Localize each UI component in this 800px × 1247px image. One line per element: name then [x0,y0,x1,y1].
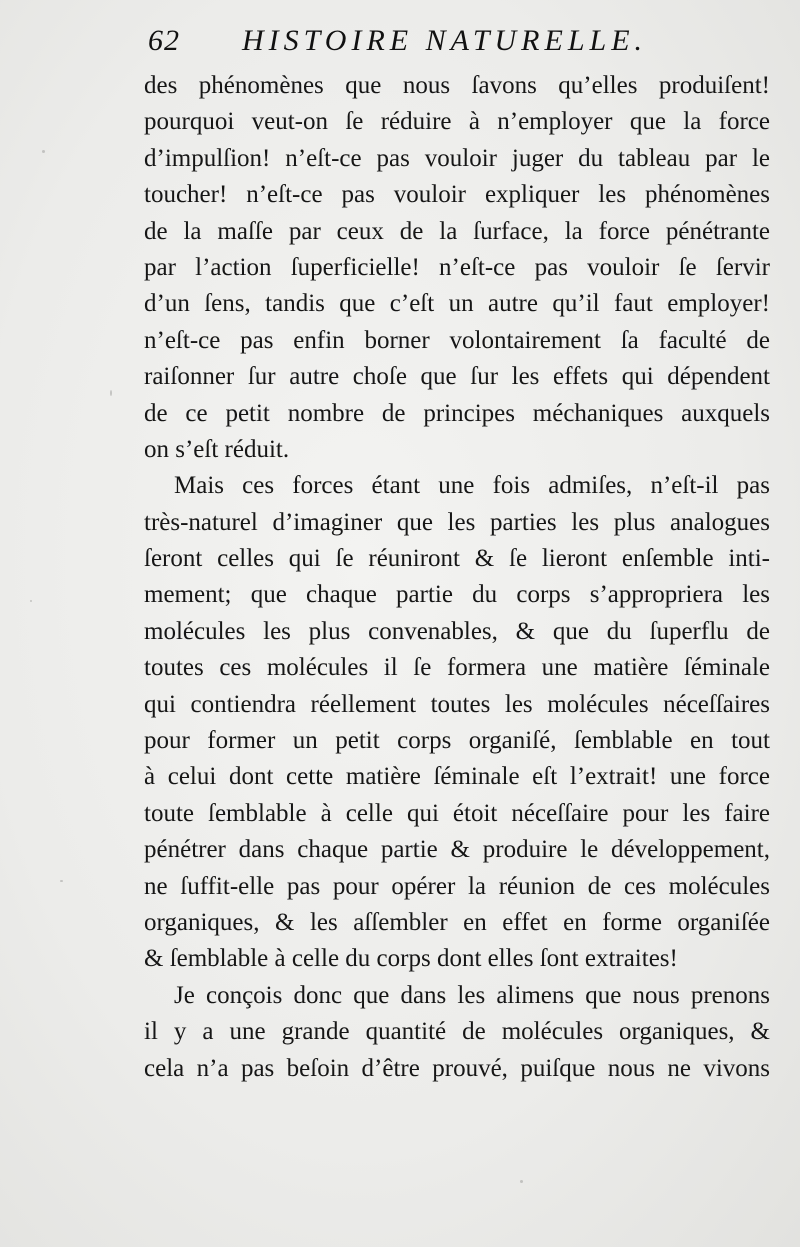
text-line: & ſemblable à celle du corps dont elles ſont extraites! [144,945,678,973]
text-line: mement; que chaque partie du corps s’appropriera les [144,581,770,609]
text-line: à celui dont cette matière ſéminale eſt l’extrait! une force [144,763,770,791]
text-line: Mais ces forces étant une fois admiſes, n’eſt-il pas [174,472,770,500]
text-line: on s’eſt réduit. [144,435,290,463]
text-line: pourquoi veut-on ſe réduire à n’employer que la force [144,108,770,136]
text-line: organiques, & les aſſembler en effet en forme organiſée [144,908,770,936]
text-line: raiſonner ſur autre choſe que ſur les effets qui dépendent [144,363,770,391]
page-header [148,18,768,68]
text-line: cela n’a pas beſoin d’être prouvé, puiſque nous ne vivons [144,1054,770,1082]
page-number: 62 [148,24,180,57]
running-title: HISTOIRE NATURELLE. [242,24,648,57]
text-line: toucher! n’eſt-ce pas vouloir expliquer les phénomènes [144,181,770,209]
text-line: ſeront celles qui ſe réuniront & ſe lieront enſemble inti- [144,545,770,573]
paper-speck [30,600,32,602]
text-line: Je conçois donc que dans les alimens que nous prenons [174,981,770,1009]
paragraph-3 [144,978,770,1087]
text-line: ne ſuffit-elle pas pour opérer la réunion de ces molécules [144,872,770,900]
text-line: toutes ces molécules il ſe formera une matière ſéminale [144,654,770,682]
paragraph-1 [144,68,770,468]
text-line: molécules les plus convenables, & que du ſuperflu de [144,617,770,645]
text-line: pénétrer dans chaque partie & produire le développement, [144,836,770,864]
text-line: des phénomènes que nous ſavons qu’elles produiſent! [144,72,770,99]
paragraph-2 [144,468,770,977]
text-line: très-naturel d’imaginer que les parties les plus analogues [144,508,770,536]
text-line: de ce petit nombre de principes méchaniques auxquels [144,399,770,427]
text-line: d’un ſens, tandis que c’eſt un autre qu’il faut employer! [144,290,770,318]
text-line: de la maſſe par ceux de la ſurface, la force pénétrante [144,217,770,245]
paper-speck [110,390,112,396]
text-line: il y a une grande quantité de molécules organiques, & [144,1018,770,1046]
body-text [144,68,770,1087]
text-line: d’impulſion! n’eſt-ce pas vouloir juger du tableau par le [144,144,770,172]
text-line: qui contiendra réellement toutes les molécules néceſſaires [144,690,770,718]
text-line: par l’action ſuperficielle! n’eſt-ce pas vouloir ſe ſervir [144,253,770,281]
text-line: n’eſt-ce pas enfin borner volontairement ſa faculté de [144,326,770,354]
paper-speck [520,1180,523,1183]
paper-speck [60,880,63,882]
text-line: toute ſemblable à celle qui étoit néceſſaire pour les faire [144,799,770,827]
text-line: pour former un petit corps organiſé, ſemblable en tout [144,727,770,755]
paper-speck [42,150,45,153]
